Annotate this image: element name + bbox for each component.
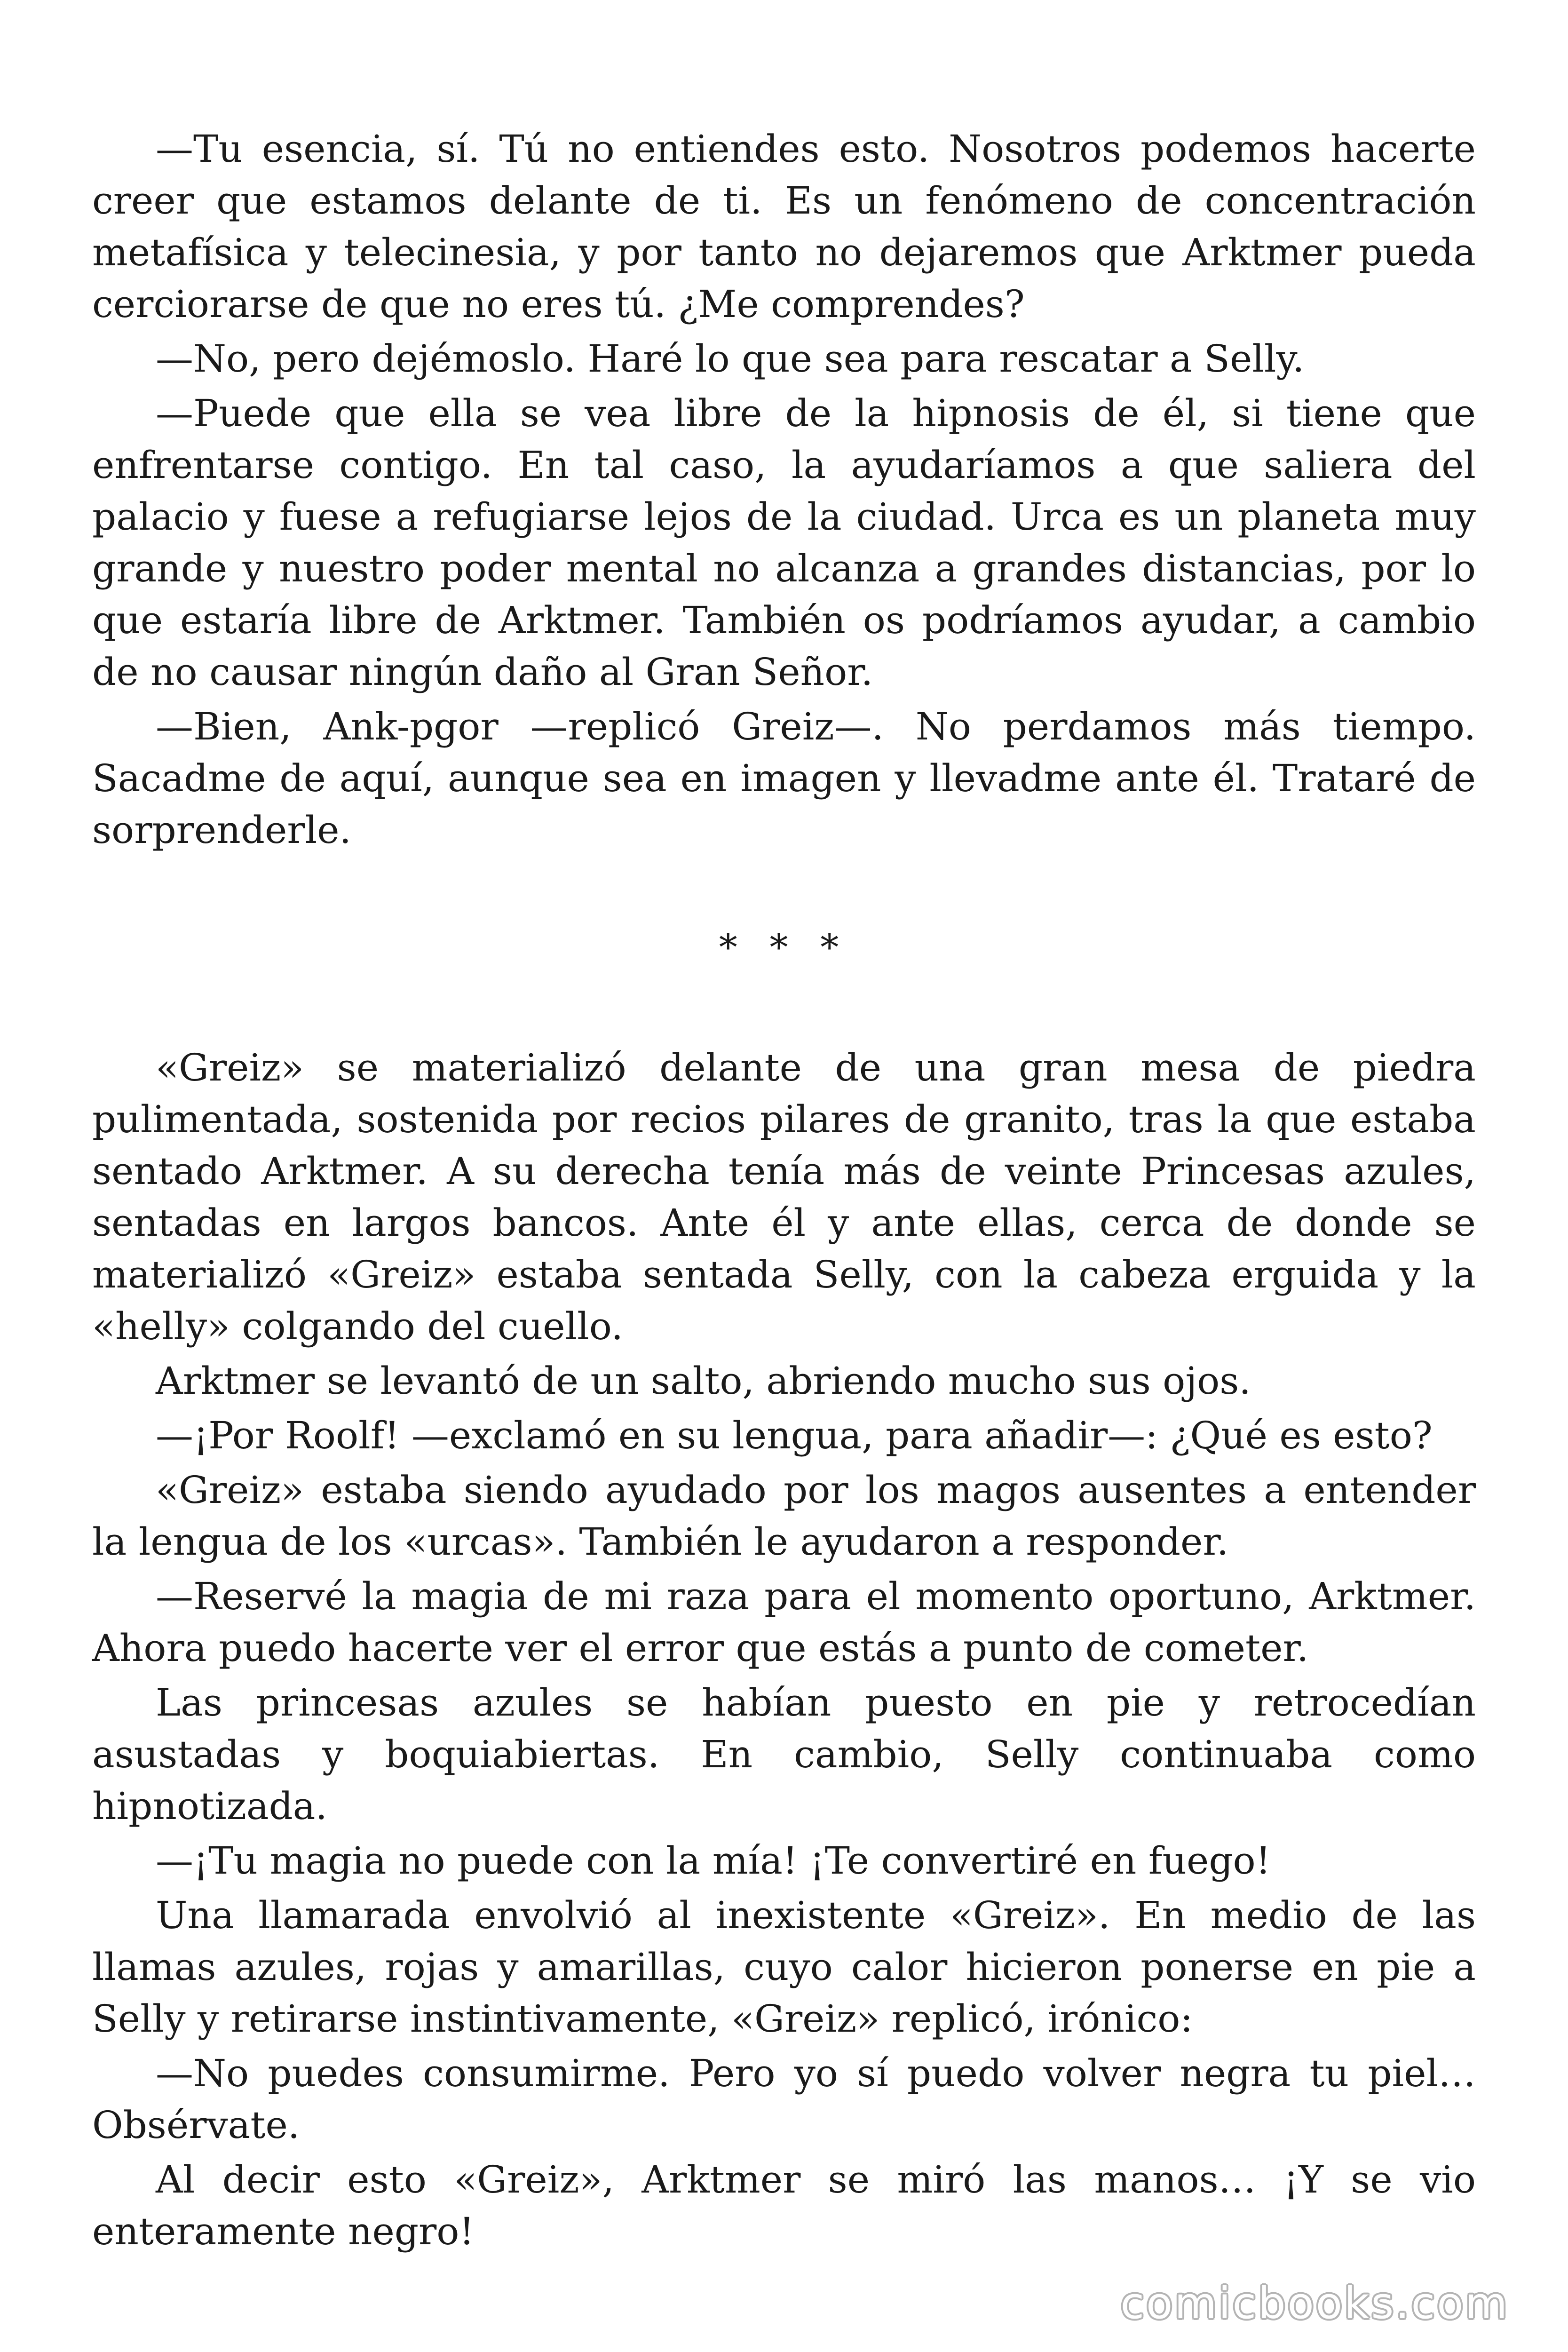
paragraph: «Greiz» se materializó delante de una gran mesa de piedra pulimentada, sostenida por recios pilares de granito, tras la que estaba sentado Arktmer. A su derecha tenía más de veinte Princesas azules, sentadas en largos bancos. Ante él y ante ellas, cerca de donde se materializó «Greiz» estaba sentada Selly, con la cabeza erguida y la «helly» colgando del cuello. xyxy=(92,1046,1476,1348)
section-two xyxy=(92,1042,1476,2257)
paragraph: Arktmer se levantó de un salto, abriendo mucho sus ojos. xyxy=(156,1359,1251,1403)
paragraph: —Tu esencia, sí. Tú no entiendes esto. Nosotros podemos hacerte creer que estamos delante de ti. Es un fenómeno de concentración metafísica y telecinesia, y por tanto no dejaremos que Arktmer pueda cerciorarse de que no eres tú. ¿Me comprendes? xyxy=(92,127,1476,326)
paragraph: Al decir esto «Greiz», Arktmer se miró las manos… ¡Y se vio enteramente negro! xyxy=(92,2158,1476,2253)
paragraph: —No puedes consumirme. Pero yo sí puedo volver negra tu piel… Obsérvate. xyxy=(92,2051,1476,2147)
paragraph: «Greiz» estaba siendo ayudado por los magos ausentes a entender la lengua de los «urcas». También le ayudaron a responder. xyxy=(92,1468,1476,1564)
paragraph: Una llamarada envolvió al inexistente «Greiz». En medio de las llamas azules, rojas y amarillas, cuyo calor hicieron ponerse en pie a Selly y retirarse instintivamente, «Greiz» replicó, irónico: xyxy=(92,1893,1476,2041)
section-one xyxy=(92,123,1476,856)
page-body xyxy=(92,123,1476,2260)
scene-separator: * * * xyxy=(719,927,849,969)
paragraph: —Bien, Ank-pgor —replicó Greiz—. No perdamos más tiempo. Sacadme de aquí, aunque sea en imagen y llevadme ante él. Trataré de sorprenderle. xyxy=(92,705,1476,852)
paragraph: Las princesas azules se habían puesto en pie y retrocedían asustadas y boquiabiertas. En cambio, Selly continuaba como hipnotizada. xyxy=(92,1681,1476,1828)
paragraph: —¡Tu magia no puede con la mía! ¡Te convertiré en fuego! xyxy=(156,1839,1271,1883)
paragraph: —Puede que ella se vea libre de la hipnosis de él, si tiene que enfrentarse contigo. En tal caso, la ayudaríamos a que saliera del palacio y fuese a refugiarse lejos de la ciudad. Urca es un planeta muy grande y nuestro poder mental no alcanza a grandes distancias, por lo que estaría libre de Arktmer. También os podríamos ayudar, a cambio de no causar ningún daño al Gran Señor. xyxy=(92,391,1476,694)
paragraph: —Reservé la magia de mi raza para el momento oportuno, Arktmer. Ahora puedo hacerte ver el error que estás a punto de cometer. xyxy=(92,1574,1476,1670)
paragraph: —¡Por Roolf! —exclamó en su lengua, para añadir—: ¿Qué es esto? xyxy=(156,1414,1433,1457)
paragraph: —No, pero dejémoslo. Haré lo que sea para rescatar a Selly. xyxy=(156,337,1305,381)
watermark-logo: comicbooks.com xyxy=(1120,2278,1509,2328)
